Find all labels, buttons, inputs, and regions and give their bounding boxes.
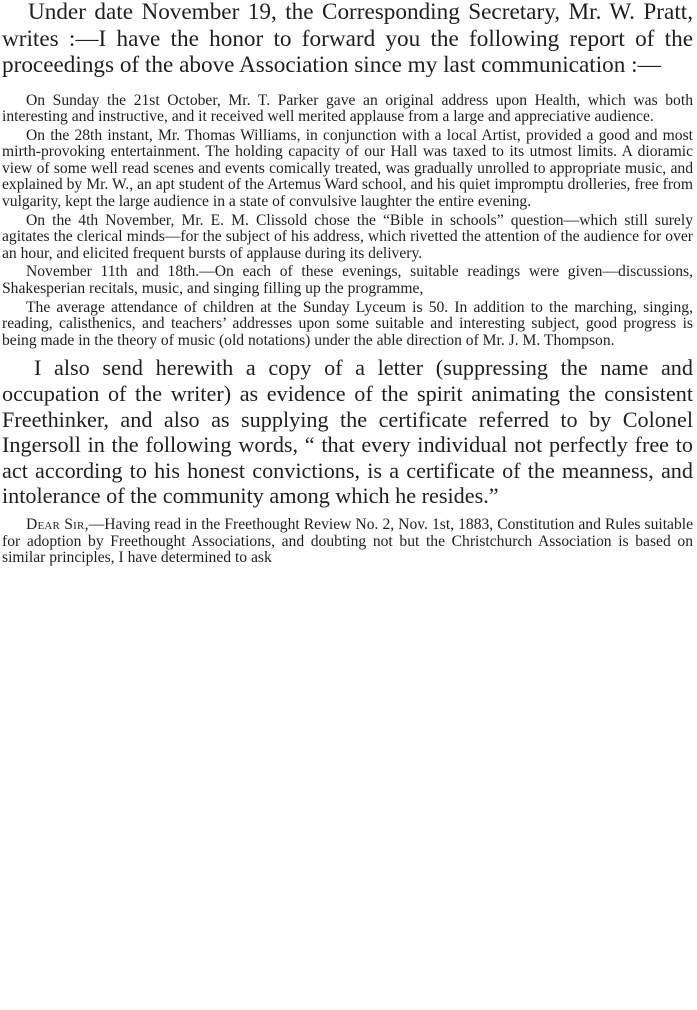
paragraph-health-address: On Sunday the 21st October, Mr. T. Parker gave an original address upon Health, which was both interesting and instructive, and it received well merited applause from a large and appreciative audience. (2, 91, 693, 126)
letter-text: —Having read in the Freethought Review No. 2, Nov. 1st, 1883, Constitution and Rules suitable for adoption by Freethought Associations, and doubting not but the Christchurch Association is based on similar principles, I have determined to ask (2, 515, 694, 567)
letter-salutation: Dear Sir, (26, 515, 89, 533)
letter-introduction: I also send herewith a copy of a letter (suppressing the name and occupation of the writer) as evidence of the spirit animating the consistent Freethinker, and also as supplying the certificate referred to by Colonel Ingersoll in the following words, “ that every individual not perfectly free to act according to his honest convictions, is a certificate of the meanness, and intolerance of the community among which he resides.” (2, 355, 693, 509)
paragraph-evening-readings: November 11th and 18th.—On each of these evenings, suitable readings were given—discussions, Shakesperian recitals, music, and singing filling up the programme, (2, 263, 693, 298)
paragraph-bible-in-schools: On the 4th November, Mr. E. M. Clissold chose the “Bible in schools” question—which still surely agitates the clerical minds—for the subject of his address, which rivetted the attention of the audience for over an hour, and elicited frequent bursts of applause during its delivery. (2, 211, 693, 262)
paragraph-entertainment: On the 28th instant, Mr. Thomas Williams, in conjunction with a local Artist, provided a good and most mirth-provoking entertainment. The holding capacity of our Hall was taxed to its utmost limits. A dioramic view of some well read scenes and events comically treated, was gradually unrolled to appropriate music, and explained by Mr. W., an apt student of the Artemus Ward school, and his quiet impromptu drolleries, free from vulgarity, kept the large audience in a state of convulsive laughter the entire evening. (2, 126, 693, 211)
paragraph-sunday-lyceum: The average attendance of children at the Sunday Lyceum is 50. In addition to the marching, singing, reading, calisthenics, and teachers’ addresses upon some suitable and interesting subject, good progress is being made in the theory of music (old notations) under the able direction of Mr. J. M. Thompson. (2, 298, 693, 349)
letter-paragraph (2, 517, 693, 567)
intro-paragraph: Under date November 19, the Corresponding Secretary, Mr. W. Pratt, writes :—I have the honor to forward you the following report of the proceedings of the above Association since my last communication :— (2, 0, 693, 78)
